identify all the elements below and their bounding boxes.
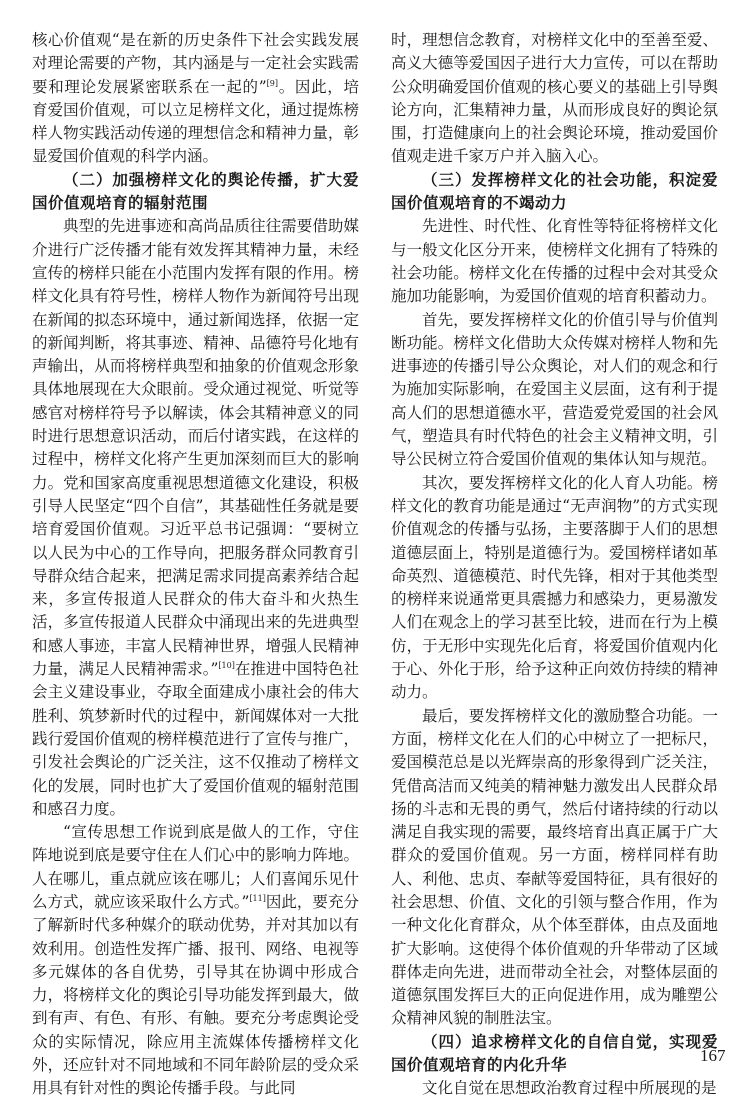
paragraph: 首先，要发挥榜样文化的价值引导与价值判断功能。榜样文化借助大众传媒对榜样人物和先进事迹的传播引导公众舆论，对人们的观念和行为施加实际影响，在爱国主义层面，这有利于提高人们的思想道德水平，营造爱党爱国的社会风气，塑造具有时代特色的社会主义精神文明，引导公民树立符合爱国价值观的集体认知与规范。 xyxy=(391,310,718,469)
paragraph: 先进性、时代性、化育性等特征将榜样文化与一般文化区分开来，使榜样文化拥有了特殊的社会功能。榜样文化在传播的过程中会对其受众施加功能影响，为爱国价值观的培育积蓄动力。 xyxy=(391,217,718,306)
paragraph: 时，理想信念教育，对榜样文化中的至善至爱、高义大德等爱国因子进行大力宣传，可以在帮助公众明确爱国价值观的核心要义的基础上引导舆论方向，汇集精神力量，从而形成良好的舆论氛围，打造健康向上的社会舆论环境，推动爱国价值观走进千家万户并入脑入心。 xyxy=(391,31,718,166)
paragraph: 文化自觉在思想政治教育过程中所展现的是 xyxy=(422,1079,717,1098)
text: 典型的先进事迹和高尚品质往往需要借助媒介进行广泛传播才能有效发挥其精神力量，未经宣传的榜样只能在小范围内发挥有限的作用。榜样文化具有符号性，榜样人物作为新闻符号出现在新闻的拟态环境中，通过新闻选择，依据一定的新闻判断，将其事迹、精神、品德符号化地有声输出，从而将榜样典型和抽象的价值观念形象具体地展现在大众眼前。受众通过视觉、听觉等感官对榜样符号予以解读，体会其精神意义的同时进行思想意识活动，而后付诸实践，在这样的过程中，榜样文化将产生更加深刻而巨大的影响力。党和国家高度重视思想道德文化建设，积极引导人民坚定“四个自信”，其基础性任务就是要培育爱国价值观。习近平总书记强调：“要树立以人民为中心的工作导向，把服务群众同教育引导群众结合起来，把满足需求同提高素养结合起来，多宣传报道人民群众的伟大奋斗和火热生活，多宣传报道人民群众中涌现出来的先进典型和感人事迹，丰富人民精神世界，增强人民精神力量，满足人民精神需求。” xyxy=(32,217,359,679)
text: 核心价值观“是在新的历史条件下社会实践发展对理论需要的产物，其内涵是与一定社会实践需要和理论发展紧密联系在一起的” xyxy=(32,31,359,96)
left-column xyxy=(32,29,359,1101)
paragraph xyxy=(32,821,359,1101)
text: “宣传思想工作说到底是做人的工作，守住阵地说到底是要守住在人们心中的影响力阵地。人在哪儿，重点就应该在哪儿；人们喜闻乐见什么方式，就应该采取什么方式。” xyxy=(32,823,359,911)
right-column xyxy=(391,29,718,1101)
paragraph: 最后，要发挥榜样文化的激励整合功能。一方面，榜样文化在人们的心中树立了一把标尺，爱国模范总是以光辉崇高的形象得到广泛关注，凭借高洁而又纯美的精神魅力激发出人民群众昂扬的斗志和无畏的勇气，然后付诸持续的行动以满足自我实现的需要，最终培育出真正属于广大群众的爱国价值观。另一方面，榜样同样有助人、利他、忠贞、奉献等爱国特征，具有很好的社会思想、价值、文化的引领与整合作用，作为一种文化化育群众，从个体至群体，由点及面地扩大影响。这使得个体价值观的升华带动了区域群体走向先进，进而带动全社会，对整体层面的道德氛围发挥巨大的正向促进作用，成为雕塑公众精神风貌的制胜法宝。 xyxy=(391,706,718,1028)
section-heading: （二）加强榜样文化的舆论传播，扩大爱国价值观培育的辐射范围 xyxy=(32,170,359,213)
paragraph: 其次，要发挥榜样文化的化人育人功能。榜样文化的教育功能是通过“无声润物”的方式实现价值观念的传播与弘扬，主要落脚于人们的思想道德层面上，特别是道德行为。爱国榜样诸如革命英烈、道德模范、时代先锋，相对于其他类型的榜样来说通常更具震撼力和感染力，更易激发人们在观念上的学习甚至比较，进而在行为上模仿，于无形中实现先化后育，将爱国价值观内化于心、外化于形，给予这种正向效仿持续的精神动力。 xyxy=(391,473,718,702)
text: 因此，要充分了解新时代多种媒介的联动优势，并对其加以有效利用。创造性发挥广播、报刊、网络、电视等多元媒体的各自优势，引导其在协调中形成合力，将榜样文化的舆论引导功能发挥到最大，做到有声、有色、有形、有触。要充分考虑舆论受众的实际情况，除应用主流媒体传播榜样文化外，还应针对不同地域和不同年龄阶层的受众采用具有针对性的舆论传播手段。与此同 xyxy=(32,892,359,1098)
section-heading: （三）发挥榜样文化的社会功能，积淀爱国价值观培育的不竭动力 xyxy=(391,170,718,213)
text: 。因此，培育爱国价值观，可以立足榜样文化，通过提炼榜样人物实践活动传递的理想信念和精神力量，彰显爱国价值观的科学内涵。 xyxy=(32,77,359,166)
citation-ref: [9] xyxy=(266,78,278,88)
section-heading: （四）追求榜样文化的自信自觉，实现爱国价值观培育的内化升华 xyxy=(391,1032,718,1075)
paragraph xyxy=(32,29,359,169)
text: 在推进中国特色社会主义建设事业，夺取全面建成小康社会的伟大胜利、筑梦新时代的过程中，新闻媒体对一大批践行爱国价值观的榜样模范进行了宣传与推广，引发社会舆论的广泛关注，这不仅推动了榜样文化的发展，同时也扩大了爱国价值观的辐射范围和感召力度。 xyxy=(32,660,359,818)
paragraph xyxy=(32,215,359,821)
citation-ref: [11] xyxy=(249,893,266,903)
page-number: 167 xyxy=(700,1046,726,1065)
citation-ref: [10] xyxy=(218,661,235,671)
